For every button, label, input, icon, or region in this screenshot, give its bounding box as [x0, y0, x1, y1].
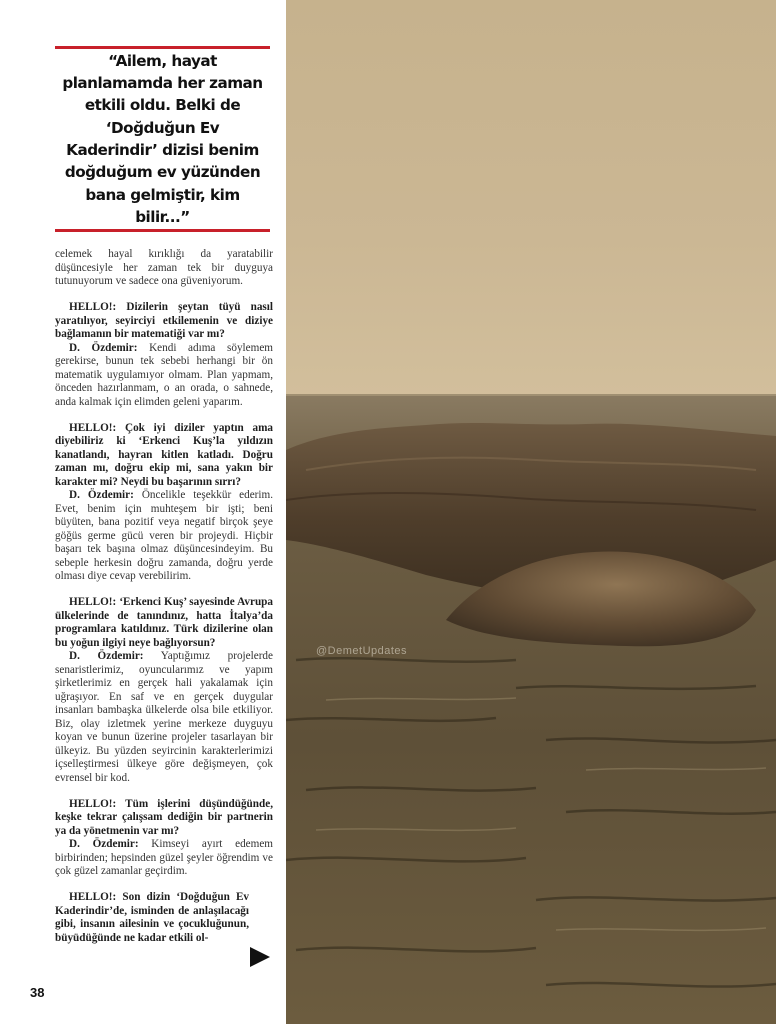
pull-quote — [55, 46, 270, 232]
question-3: HELLO!: ‘Erkenci Kuş’ sayesinde Avrupa ülkelerinde de tanındınız, hatta İtalya’da programlara katıldınız. Türk dizilerine olan bu yoğun ilgiyi neye bağlıyorsun? — [55, 596, 273, 649]
question-2: HELLO!: Çok iyi diziler yaptın ama diyebiliriz ki ‘Erkenci Kuş’la yıldızın kanatlandı, hayran kitlen katladı. Doğru zaman mı, doğru ekip mi, sana yakın bir karakter mi? Neydi bu başarının sırrı? — [55, 421, 273, 488]
pull-quote-text: “Ailem, hayat planlamamda her zaman etkili oldu. Belki de ‘Doğduğun Ev Kaderindir’ dizisi benim doğduğum ev yüzünden bana gelmiştir, kim bilir...” — [62, 51, 263, 226]
article-intro: celemek hayal kırıklığı da yaratabilir düşüncesiyle her zaman tek bir duyguya tutunuyorum ve sadece ona güveniyorum. — [55, 248, 273, 287]
answer-text: Yaptığımız projelerde senaristlerimiz, oyuncularımız ve yapım şirketlerimiz en gerçek hali yakalamak için uğraşıyor. En saf ve en gerçek duygular insanları bambaşka ülkelerde olsa bile etkiliyor. Biz, olay izletmek yerine merkeze duyguyu koyan ve bunun üzerine projeler tasarlayan bir ülkeyiz. Bu yüzden seyircinin karakterlerimizi içselleştirmesi ülkeye göre değişmeyen, çok evrensel bir kod. — [55, 650, 273, 784]
answer-3 — [55, 650, 273, 785]
speaker-label: D. Özdemir: — [69, 489, 134, 501]
sky — [286, 0, 776, 400]
speaker-label: D. Özdemir: — [69, 341, 138, 354]
article-column — [0, 0, 286, 1024]
answer-text: Kendi adıma söylemem gerekirse, bunun tek sebebi herhangi bir ön matematik uygulamıyor olmam. Plan yapmam, önceden hazırlanmam, o an orada, o sahnede, anda kalmak için elimden geleni yaparım. — [55, 341, 273, 408]
article-body — [55, 248, 273, 945]
seascape-illustration — [286, 0, 776, 1024]
question-4: HELLO!: Tüm işlerini düşündüğünde, keşke tekrar çalışsam dediğin bir partnerin ya da yönetmenin var mı? — [55, 797, 273, 837]
answer-2 — [55, 489, 273, 584]
seascape-photo — [286, 0, 776, 1024]
continue-arrow-icon — [250, 947, 270, 967]
speaker-label: D. Özdemir: — [69, 650, 144, 662]
question-1: HELLO!: Dizilerin şeytan tüyü nasıl yaratılıyor, seyirciyi etkilemenin ve diziye bağlamanın bir matematiği var mı? — [55, 301, 273, 340]
question-5: HELLO!: Son dizin ‘Doğduğun Ev Kaderindir’de, isminden de anlaşılacağı gibi, insanın ailesinin ve çocukluğunun, büyüdüğünde ne kadar etkili ol- — [55, 891, 249, 944]
page-number: 38 — [30, 985, 45, 1000]
answer-text: Kimseyi ayırt edemem birbirinden; hepsinden güzel şeyler öğrendim ve çok güzel zamanlar geçirdim. — [55, 838, 274, 877]
answer-4 — [55, 838, 273, 879]
speaker-label: D. Özdemir: — [69, 838, 139, 850]
answer-1 — [55, 342, 273, 410]
watermark: @DemetUpdates — [316, 645, 408, 657]
answer-text: Öncelikle teşekkür ederim. Evet, benim için muhteşem bir işti; beni büyüten, bana pozitif veya negatif birçok şeye göğüs germe gücü veren bir projeydi. Hiçbir başarı tek başına olmaz düşüncesindeyim. Bu sebeple herkesin doğru zamanda, doğru yerde olması diye cevap verebilirim. — [55, 489, 274, 582]
